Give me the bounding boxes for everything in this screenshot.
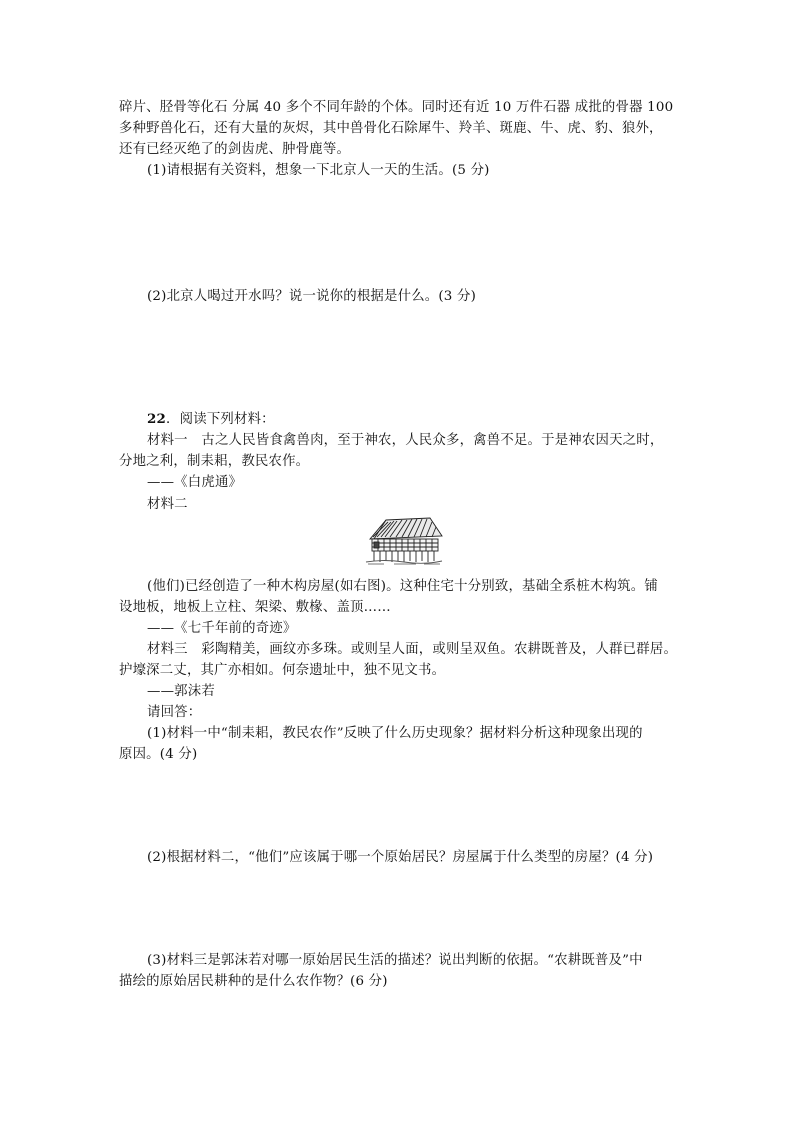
material3-line-2: 护壕深二丈，其广亦相如。何奈遗址中，独不见文书。 — [119, 663, 446, 678]
q22-sub3-line-1: (3)材料三是郭沫若对哪一原始居民生活的描述？说出判断的依据。“农耕既普及”中 — [147, 953, 643, 968]
stilt-house-illustration — [364, 516, 444, 566]
q22-sub1-line-2: 原因。(4 分) — [119, 747, 198, 762]
intro-line-3: 还有已经灭绝了的剑齿虎、肿骨鹿等。 — [119, 142, 351, 157]
intro-line-1: 碎片、胫骨等化石 分属 40 多个不同年龄的个体。同时还有近 10 万件石器 成批的骨器 100 — [119, 100, 674, 115]
material3-source: ——郭沫若 — [147, 684, 215, 699]
material2-label: 材料二 — [147, 497, 188, 512]
material2-line-2: 设地板，地板上立柱、架梁、敷椽、盖顶…… — [119, 600, 391, 615]
intro-line-2: 多种野兽化石，还有大量的灰烬，其中兽骨化石除犀牛、羚羊、斑鹿、牛、虎、豹、狼外， — [119, 121, 663, 136]
material1-line-2: 分地之利，制耒耜，教民农作。 — [119, 454, 310, 469]
q21-sub1: (1)请根据有关资料，想象一下北京人一天的生活。(5 分) — [147, 163, 490, 178]
q22-sub2: (2)根据材料二，“他们”应该属于哪一个原始居民？房屋属于什么类型的房屋？(4 分) — [147, 850, 654, 865]
q22-heading — [147, 409, 707, 430]
q22-sub3-line-2: 描绘的原始居民耕种的是什么农作物？(6 分) — [119, 974, 388, 989]
q22-sub1-line-1: (1)材料一中“制耒耜，教民农作”反映了什么历史现象？据材料分析这种现象出现的 — [147, 726, 643, 741]
q22-intro: ．阅读下列材料： — [166, 412, 275, 427]
material2-line-1: (他们)已经创造了一种木构房屋(如右图)。这种住宅十分别致，基础全系桩木构筑。铺 — [147, 579, 658, 594]
material3-line-1: 材料三 彩陶精美，画纹亦多珠。或则呈人面，或则呈双鱼。农耕既普及，人群已群居。 — [147, 642, 678, 657]
q22-number: 22 — [147, 411, 167, 427]
answer-prompt: 请回答： — [147, 705, 202, 720]
material1-line-1: 材料一 古之人民皆食禽兽肉，至于神农，人民众多，禽兽不足。于是神农因天之时， — [147, 433, 664, 448]
material2-source: ——《七千年前的奇迹》 — [147, 621, 297, 636]
q21-sub2: (2)北京人喝过开水吗？说一说你的根据是什么。(3 分) — [147, 289, 476, 304]
material1-source: ——《白虎通》 — [147, 475, 243, 490]
